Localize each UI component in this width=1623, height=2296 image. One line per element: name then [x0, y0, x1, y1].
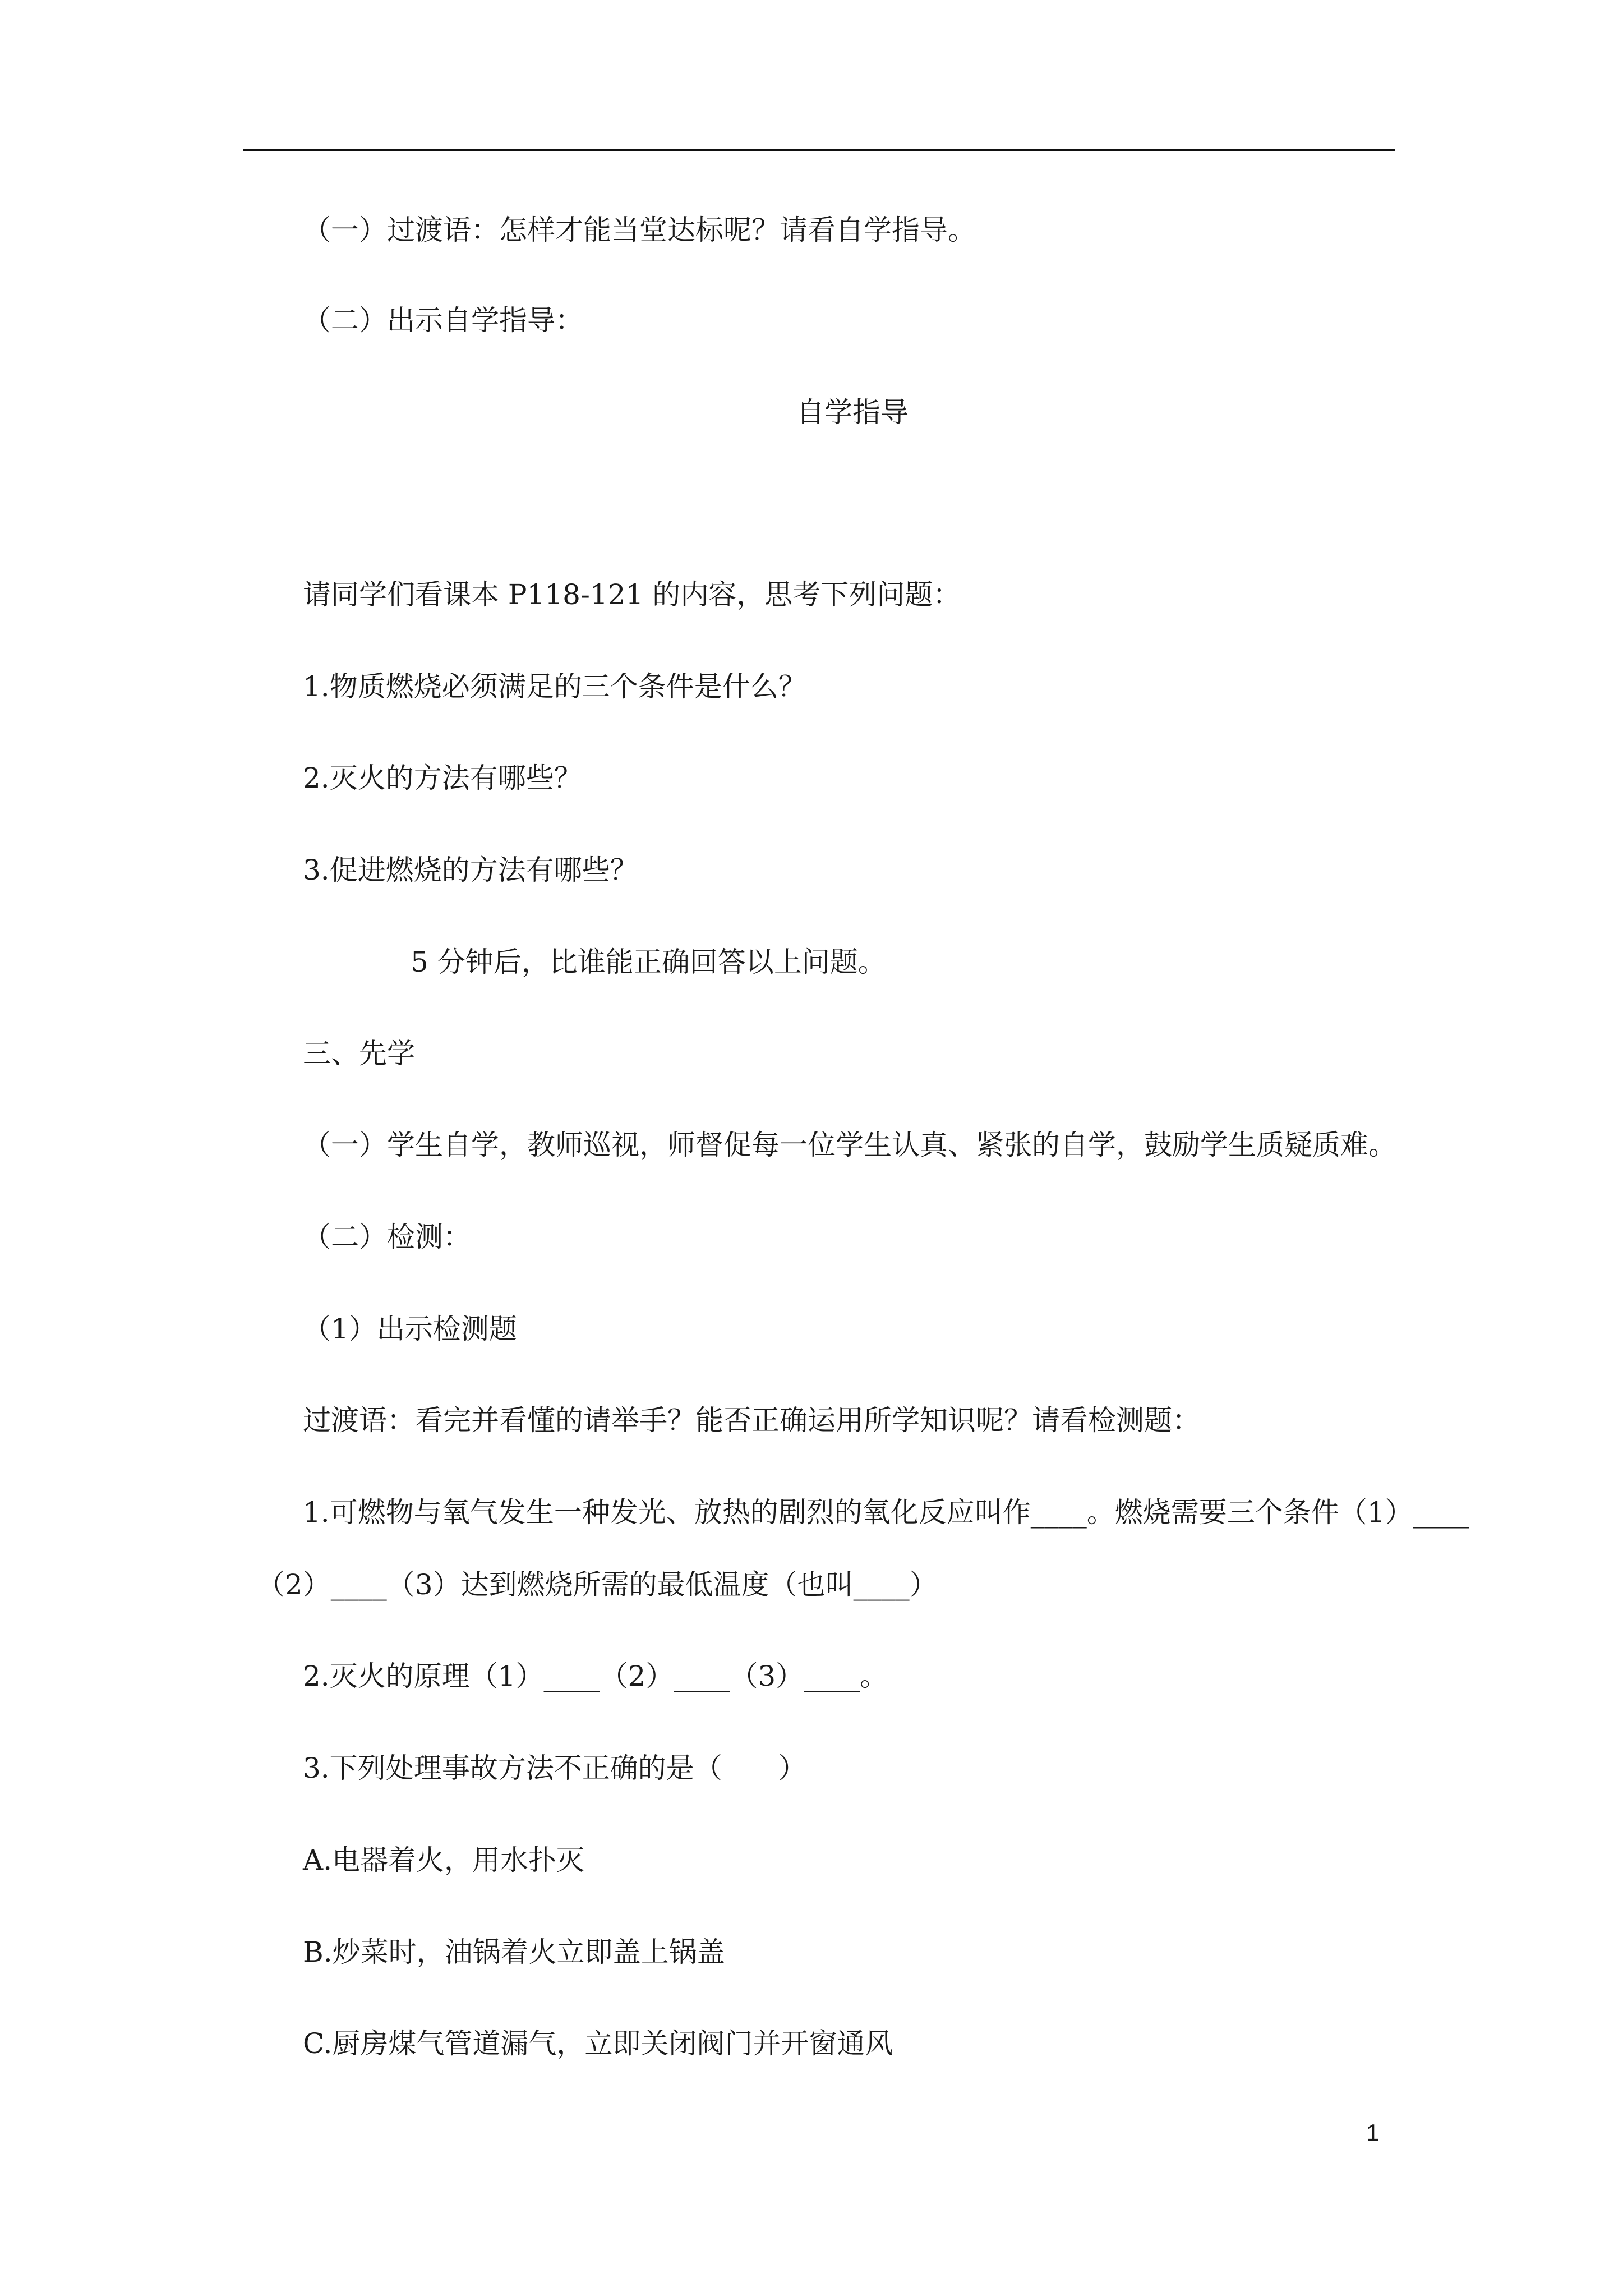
section-title: 自学指导: [796, 396, 909, 429]
test-question-2: 2.灭火的原理（1）____（2）____（3）____。: [303, 1660, 888, 1692]
option-b: B.炒菜时，油锅着火立即盖上锅盖: [303, 1936, 725, 1968]
textbook-instruction: 请同学们看课本 P118-121 的内容，思考下列问题：: [303, 578, 961, 611]
show-guide-line: （二）出示自学指导：: [303, 304, 583, 337]
time-note: 5 分钟后，比谁能正确回答以上问题。: [411, 946, 886, 978]
option-a: A.电器着火，用水扑灭: [303, 1844, 585, 1876]
transition-line: （一）过渡语：怎样才能当堂达标呢？请看自学指导。: [303, 214, 976, 246]
test-question-1: 1.可燃物与氧气发生一种发光、放热的剧烈的氧化反应叫作____。燃烧需要三个条件（1）____: [303, 1496, 1469, 1529]
test-subheading: （1）出示检测题: [303, 1313, 517, 1345]
test-question-1-continued: （2）____（3）达到燃烧所需的最低温度（也叫____）: [257, 1568, 938, 1601]
self-study-line: （一）学生自学，教师巡视，师督促每一位学生认真、紧张的自学，鼓励学生质疑质难。: [303, 1129, 1396, 1161]
page-number: 1: [1366, 2119, 1380, 2146]
question-2: 2.灭火的方法有哪些？: [303, 762, 582, 794]
test-heading: （二）检测：: [303, 1221, 471, 1253]
option-c: C.厨房煤气管道漏气，立即关闭阀门并开窗通风: [303, 2027, 893, 2060]
question-3: 3.促进燃烧的方法有哪些？: [303, 854, 638, 886]
section-heading: 三、先学: [303, 1037, 415, 1070]
test-question-3: 3.下列处理事故方法不正确的是（ ）: [303, 1752, 806, 1784]
header-rule: [243, 149, 1395, 151]
test-transition: 过渡语：看完并看懂的请举手？能否正确运用所学知识呢？请看检测题：: [303, 1404, 1200, 1437]
question-1: 1.物质燃烧必须满足的三个条件是什么？: [303, 670, 806, 703]
